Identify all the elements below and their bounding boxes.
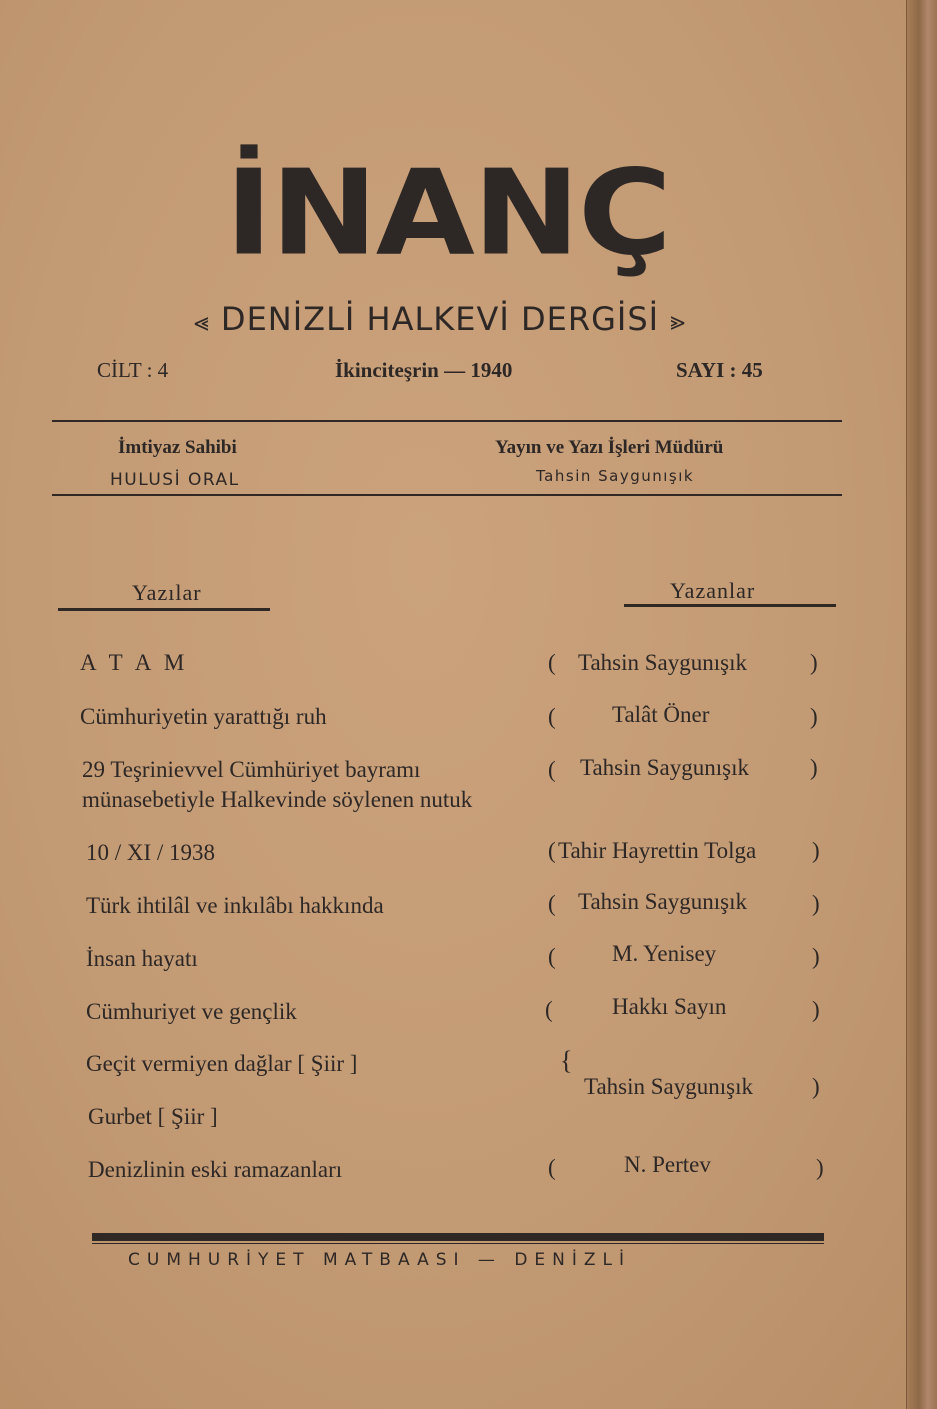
brace-open: { xyxy=(560,1046,573,1075)
toc-entry-author: N. Pertev xyxy=(624,1152,711,1177)
toc-entry-author: Tahsin Saygunışık xyxy=(584,1074,753,1099)
toc-entry-title: 10 / XI / 1938 xyxy=(86,840,216,865)
toc-entry-title: Türk ihtilâl ve inkılâbı hakkında xyxy=(86,893,384,918)
owner-label: İmtiyaz Sahibi xyxy=(118,437,237,458)
authors-column-header: Yazanlar xyxy=(670,578,756,603)
editor-name: Tahsin Saygunışık xyxy=(536,467,695,485)
paren-close: ) xyxy=(812,1074,820,1099)
toc-entry-author: Hakkı Sayın xyxy=(612,994,727,1019)
issue-number: SAYI : 45 xyxy=(676,358,763,382)
volume-label: CİLT : 4 xyxy=(97,358,169,382)
printer-name: CUMHURİYET MATBAASI — DENİZLİ xyxy=(128,1250,632,1270)
paren-open: ( xyxy=(548,757,556,782)
toc-entry-author: M. Yenisey xyxy=(612,941,717,966)
toc-entry-title: Cümhuriyetin yarattığı ruh xyxy=(80,704,327,729)
paren-open: ( xyxy=(548,704,556,729)
magazine-title: İNANÇ xyxy=(225,145,670,283)
toc-entry-author: Tahir Hayrettin Tolga xyxy=(558,838,757,863)
paren-close: ) xyxy=(810,650,818,675)
top-rule xyxy=(52,420,842,422)
toc-entry-author: Tahsin Saygunışık xyxy=(578,889,747,914)
binding-spine xyxy=(906,0,937,1409)
ornament-left-icon: ⪡ xyxy=(194,307,210,337)
subtitle-text: DENİZLİ HALKEVİ DERGİSİ xyxy=(220,300,660,338)
paren-close: ) xyxy=(812,997,820,1022)
issue-date: İkinciteşrin — 1940 xyxy=(335,358,513,382)
paren-open: ( xyxy=(545,997,553,1022)
articles-column-header: Yazılar xyxy=(132,580,202,605)
toc-entry-title: Gurbet [ Şiir ] xyxy=(88,1104,218,1129)
toc-entry-title: İnsan hayatı xyxy=(86,946,198,971)
ornament-right-icon: ⪢ xyxy=(670,307,686,337)
footer-thick-rule xyxy=(92,1233,824,1241)
paren-close: ) xyxy=(812,838,820,863)
toc-entry-title: Denizlinin eski ramazanları xyxy=(88,1157,343,1182)
articles-underline xyxy=(58,608,270,611)
toc-entry-title: Cümhuriyet ve gençlik xyxy=(86,999,297,1024)
paren-close: ) xyxy=(812,891,820,916)
paren-close: ) xyxy=(810,755,818,780)
toc-entry-title: Geçit vermiyen dağlar [ Şiir ] xyxy=(86,1051,358,1076)
footer-thin-rule xyxy=(92,1243,824,1244)
paren-open: ( xyxy=(548,838,556,863)
owner-name: HULUSİ ORAL xyxy=(110,470,240,490)
paren-open: ( xyxy=(548,891,556,916)
authors-underline xyxy=(624,604,836,607)
toc-entry-author: Tahsin Saygunışık xyxy=(580,755,749,780)
paren-close: ) xyxy=(816,1155,824,1180)
staff-bottom-rule xyxy=(52,494,842,496)
editor-label: Yayın ve Yazı İşleri Müdürü xyxy=(495,437,724,458)
paren-open: ( xyxy=(548,650,556,675)
paren-close: ) xyxy=(810,704,818,729)
toc-entry-title: 29 Teşrinievvel Cümhüriyet bayramı xyxy=(82,757,421,782)
paren-open: ( xyxy=(548,1155,556,1180)
toc-entry-author: Tahsin Saygunışık xyxy=(578,650,747,675)
toc-entry-author: Talât Öner xyxy=(612,702,710,727)
toc-entry-title-line2: münasebetiyle Halkevinde söylenen nutuk xyxy=(82,787,473,812)
paren-open: ( xyxy=(548,944,556,969)
toc-entry-title: A T A M xyxy=(80,650,189,675)
magazine-subtitle xyxy=(90,300,790,338)
paren-close: ) xyxy=(812,944,820,969)
